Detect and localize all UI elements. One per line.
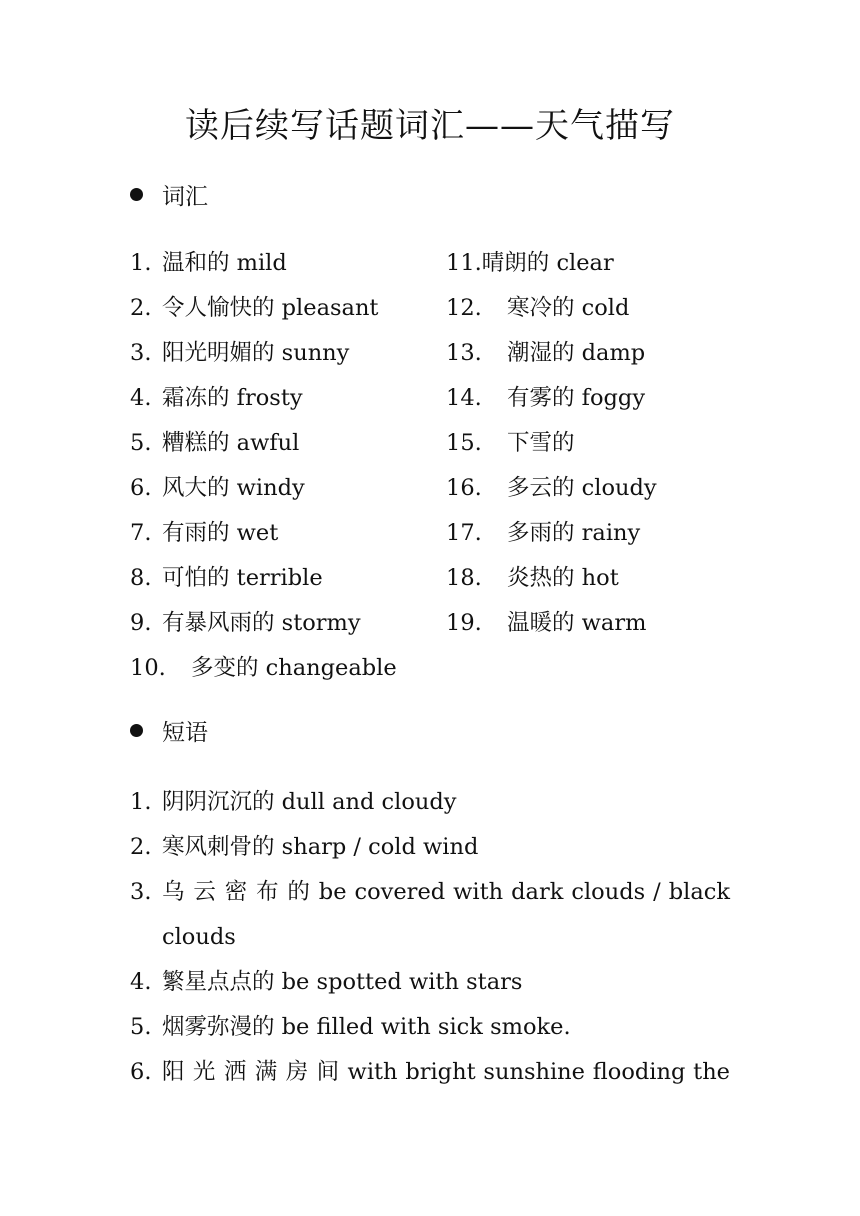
item-text: 乌 云 密 布 的 be covered with dark clouds / black clouds (162, 879, 730, 950)
list-item (446, 424, 657, 469)
item-text: 寒风刺骨的 sharp / cold wind (162, 834, 479, 860)
item-text: 阴阴沉沉的 dull and cloudy (162, 789, 457, 815)
item-number: 3. (130, 879, 152, 905)
list-item (130, 1050, 730, 1095)
item-number: 13. (446, 340, 482, 366)
list-item (130, 960, 730, 1005)
item-text: 温和的 mild (162, 250, 287, 276)
item-number: 15. (446, 430, 482, 456)
list-item (446, 244, 657, 289)
item-text: 烟雾弥漫的 be filled with sick smoke. (162, 1014, 571, 1040)
item-number: 2. (130, 295, 152, 321)
item-text: 下雪的 (507, 430, 575, 456)
list-item (446, 334, 657, 379)
item-number: 2. (130, 834, 152, 860)
list-item (130, 780, 730, 825)
item-text: 有雨的 wet (162, 520, 279, 546)
item-text: 阳光明媚的 sunny (162, 340, 350, 366)
item-number: 16. (446, 475, 482, 501)
item-number: 18. (446, 565, 482, 591)
list-item (446, 514, 657, 559)
item-text: 糟糕的 awful (162, 430, 300, 456)
item-text: 潮湿的 damp (507, 340, 646, 366)
list-item (130, 870, 730, 960)
item-number: 10. (130, 655, 166, 681)
section-heading-phrases (130, 714, 208, 746)
item-text: 温暖的 warm (507, 610, 647, 636)
list-item (446, 604, 657, 649)
item-number: 11. (446, 250, 482, 276)
list-item (130, 825, 730, 870)
item-text: 令人愉快的 pleasant (162, 295, 379, 321)
list-item (130, 379, 397, 424)
list-item (446, 469, 657, 514)
item-text: 有暴风雨的 stormy (162, 610, 361, 636)
page-title: 读后续写话题词汇——天气描写 (185, 106, 675, 146)
list-item (130, 1005, 730, 1050)
item-number: 9. (130, 610, 152, 636)
item-number: 6. (130, 1059, 152, 1085)
item-number: 6. (130, 475, 152, 501)
bullet-icon (130, 188, 143, 201)
item-text: 风大的 windy (162, 475, 305, 501)
item-number: 14. (446, 385, 482, 411)
item-text: 晴朗的 clear (481, 250, 614, 276)
vocab-column-right (446, 244, 657, 649)
vocab-column-left (130, 244, 397, 694)
bullet-icon (130, 724, 143, 737)
list-item (446, 559, 657, 604)
item-text: 多雨的 rainy (507, 520, 641, 546)
item-text: 有雾的 foggy (507, 385, 646, 411)
item-text: 可怕的 terrible (162, 565, 323, 591)
item-text: 多变的 changeable (191, 655, 397, 681)
list-item (130, 469, 397, 514)
item-number: 19. (446, 610, 482, 636)
item-number: 8. (130, 565, 152, 591)
list-item (130, 604, 397, 649)
list-item (130, 424, 397, 469)
item-number: 3. (130, 340, 152, 366)
item-text: 繁星点点的 be spotted with stars (162, 969, 523, 995)
item-text: 寒冷的 cold (507, 295, 630, 321)
list-item (130, 559, 397, 604)
item-text: 霜冻的 frosty (162, 385, 303, 411)
list-item (446, 379, 657, 424)
list-item (130, 649, 397, 694)
item-text: 阳 光 洒 满 房 间 with bright sunshine flooding the (162, 1059, 730, 1085)
phrase-list (130, 780, 730, 1095)
section-heading-label: 短语 (162, 719, 208, 746)
list-item (130, 289, 397, 334)
item-number: 1. (130, 250, 152, 276)
item-number: 5. (130, 1014, 152, 1040)
list-item (446, 289, 657, 334)
item-text: 炎热的 hot (507, 565, 619, 591)
item-number: 4. (130, 969, 152, 995)
section-heading-vocab (130, 178, 208, 210)
item-number: 4. (130, 385, 152, 411)
item-number: 7. (130, 520, 152, 546)
list-item (130, 514, 397, 559)
item-number: 17. (446, 520, 482, 546)
item-number: 12. (446, 295, 482, 321)
list-item (130, 244, 397, 289)
section-heading-label: 词汇 (162, 183, 208, 210)
list-item (130, 334, 397, 379)
item-number: 5. (130, 430, 152, 456)
item-text: 多云的 cloudy (507, 475, 657, 501)
item-number: 1. (130, 789, 152, 815)
